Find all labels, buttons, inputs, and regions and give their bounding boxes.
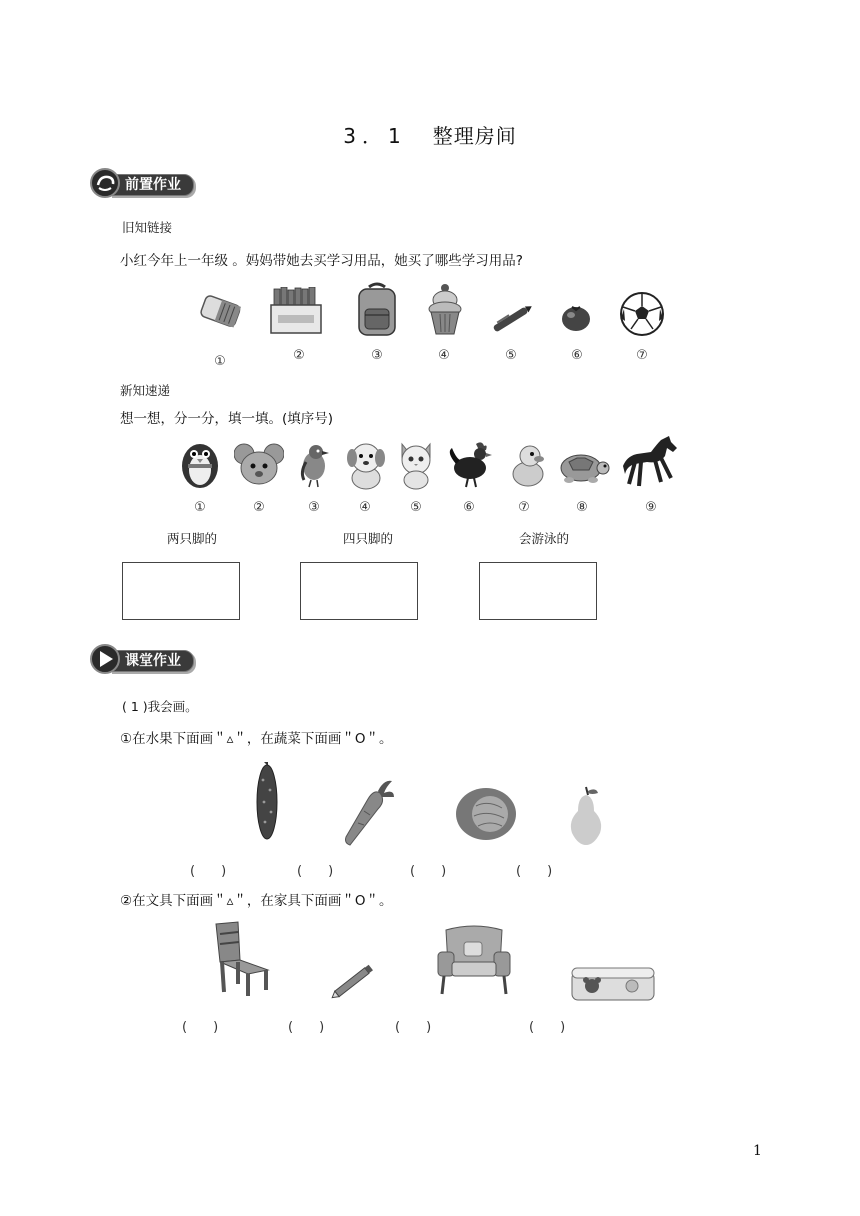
cabbage-icon: [454, 784, 518, 846]
item-number: ⑥: [463, 500, 475, 515]
item-number: ④: [438, 348, 450, 363]
horse-icon: [621, 434, 681, 492]
puppy-icon: [344, 440, 388, 494]
answer-blank[interactable]: ( ): [410, 864, 447, 879]
section-banner-classwork: [90, 644, 220, 674]
item-number: ⑦: [636, 348, 648, 363]
bird-icon: [296, 442, 332, 492]
category-label-two-legs: 两只脚的: [167, 531, 218, 546]
banner-label: 前置作业: [110, 174, 194, 196]
pear-icon: [566, 785, 606, 851]
new-knowledge-question: 想一想，分一分，填一填。(填序号): [120, 411, 334, 427]
chair-icon: [208, 920, 272, 1002]
classwork-intro: ( 1 )我会画。: [122, 699, 198, 714]
mouse-icon: [234, 442, 284, 490]
item-number: ③: [308, 500, 320, 515]
category-label-swim: 会游泳的: [519, 531, 570, 546]
turtle-icon: [555, 448, 611, 490]
new-knowledge-heading: 新知速递: [120, 383, 171, 398]
q2-instruction: ②在文具下面画＂▵＂，在家具下面画＂O＂。: [120, 893, 393, 909]
item-number: ⑤: [410, 500, 422, 515]
item-number: ①: [214, 354, 226, 369]
duckling-icon: [510, 442, 546, 492]
carrot-icon: [342, 777, 396, 851]
answer-box-four-legs[interactable]: [300, 562, 418, 620]
answer-blank[interactable]: ( ): [395, 1020, 432, 1035]
cucumber-icon: [254, 760, 280, 846]
eraser-icon: [196, 290, 244, 338]
item-number: ⑤: [505, 348, 517, 363]
answer-blank[interactable]: ( ): [529, 1020, 566, 1035]
pen-icon: [487, 300, 537, 340]
section-banner-preview: [90, 168, 220, 198]
answer-blank[interactable]: ( ): [190, 864, 227, 879]
page-title: [0, 120, 860, 149]
penguin-icon: [178, 436, 222, 494]
item-number: ④: [359, 500, 371, 515]
play-icon: [90, 644, 120, 674]
page-number: 1: [753, 1143, 762, 1159]
q1-instruction: ①在水果下面画＂▵＂，在蔬菜下面画＂O＂。: [120, 731, 393, 747]
answer-blank[interactable]: ( ): [297, 864, 334, 879]
item-number: ⑥: [571, 348, 583, 363]
answer-box-swim[interactable]: [479, 562, 597, 620]
backpack-icon: [354, 281, 400, 341]
answer-blank[interactable]: ( ): [516, 864, 553, 879]
kitten-icon: [396, 440, 436, 494]
item-number: ①: [194, 500, 206, 515]
pencil-case-icon: [570, 966, 656, 1008]
pencil-icon: [327, 962, 379, 1006]
old-knowledge-question: 小红今年上一年级 。妈妈带她去买学习用品，她买了哪些学习用品?: [120, 253, 523, 269]
answer-blank[interactable]: ( ): [182, 1020, 219, 1035]
item-number: ②: [253, 500, 265, 515]
item-number: ③: [371, 348, 383, 363]
rooster-icon: [446, 440, 494, 492]
item-number: ⑧: [576, 500, 588, 515]
swirl-icon: [90, 168, 120, 198]
old-knowledge-heading: 旧知链接: [122, 220, 173, 235]
title-text: 整理房间: [432, 124, 517, 148]
soccer-ball-icon: [619, 291, 665, 341]
cupcake-icon: [427, 282, 463, 340]
crayon-box-icon: [268, 287, 324, 339]
answer-box-two-legs[interactable]: [122, 562, 240, 620]
item-number: ⑦: [518, 500, 530, 515]
answer-blank[interactable]: ( ): [288, 1020, 325, 1035]
armchair-icon: [436, 922, 512, 1000]
title-number: 3．1: [343, 124, 407, 148]
tomato-icon: [560, 302, 592, 336]
banner-label: 课堂作业: [110, 650, 194, 672]
item-number: ⑨: [645, 500, 657, 515]
item-number: ②: [293, 348, 305, 363]
category-label-four-legs: 四只脚的: [343, 531, 394, 546]
